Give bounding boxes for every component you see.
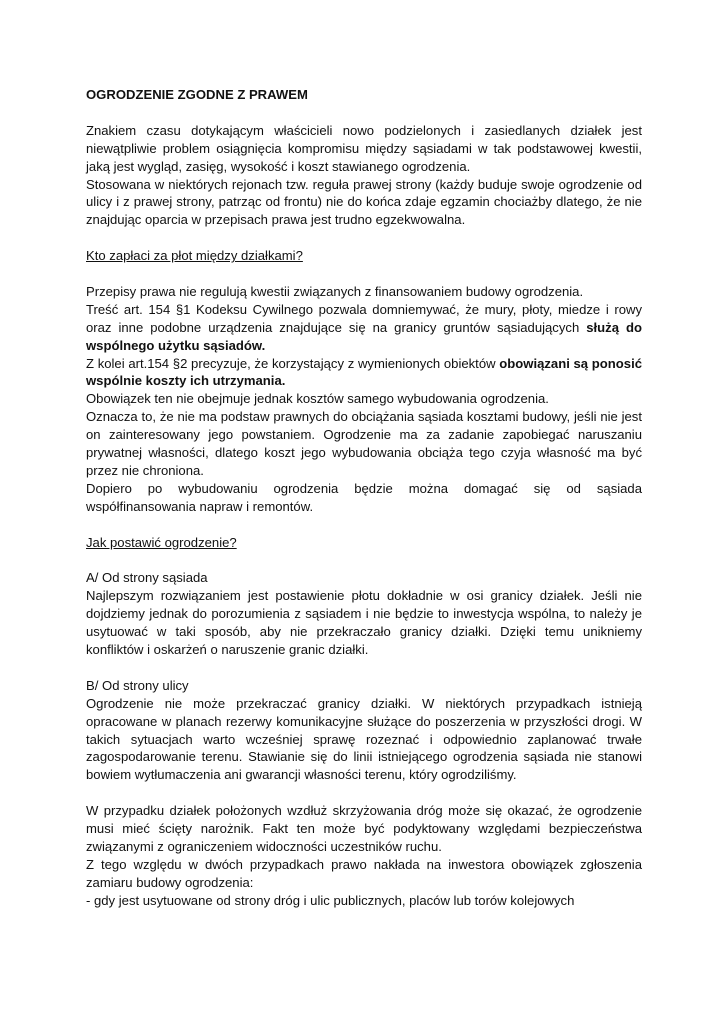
paragraph-art-154-2 [86,355,642,391]
section-heading-placement: Jak postawić ogrodzenie? [86,534,237,550]
paragraph-neighbor-side: Najlepszym rozwiązaniem jest postawienie płotu dokładnie w osi granicy działek. Jeśli nie dojdziemy jednak do porozumienia z sąsiadem i nie będzie to inwestycja wspólna, to należy je usytuować w taki sposób, aby nie przekraczało granicy działki. Dzięki temu unikniemy konfliktów i oskarżeń o naruszenie granic działki. [86,588,642,658]
spacer [86,659,642,677]
intro-paragraph-2: Stosowana w niektórych rejonach tzw. reguła prawej strony (każdy buduje swoje ogrodzenie od ulicy i z prawej strony, patrząc od frontu) nie do końca zdaje egzamin chociażby dlatego, że nie znajdując oparcia w przepisach prawa jest trudno egzekwowalna. [86,176,642,228]
spacer [86,229,642,247]
paragraph-regulations: Przepisy prawa nie regulują kwestii związanych z finansowaniem budowy ogrodzenia. [86,283,584,299]
paragraph-no-legal-basis: Oznacza to, że nie ma podstaw prawnych do obciążania sąsiada kosztami budowy, jeśli nie jest on zainteresowany jego powstaniem. Ogrodzenie ma za zadanie zapobiegać naruszaniu prywatnej własności, dlatego koszt jego wybudowania obciąża tego czyja własność ma być przez nie chroniona. [86,409,642,478]
list-item-public-roads: - gdy jest usytuowane od strony dróg i ulic publicznych, placów lub torów kolejowych [86,892,575,908]
paragraph-repairs: Dopiero po wybudowaniu ogrodzenia będzie można domagać się od sąsiada współfinansowania napraw i remontów. [86,480,642,514]
paragraph-art-154-1 [86,301,642,355]
art-154-1-emphasis: służą do wspólnego użytku sąsiadów. [86,319,642,353]
document-title: OGRODZENIE ZGODNE Z PRAWEM [86,87,308,102]
spacer [86,516,642,534]
spacer [86,552,642,570]
section-heading-cost: Kto zapłaci za płot między działkami? [86,248,303,264]
subsection-label-street: B/ Od strony ulicy [86,677,189,693]
paragraph-obligation: Obowiązek ten nie obejmuje jednak kosztów samego wybudowania ogrodzenia. [86,391,549,407]
art-154-2-emphasis: obowiązani są ponosić wspólnie koszty ich utrzymania. [86,355,642,389]
spacer [86,784,642,802]
subsection-label-neighbor: A/ Od strony sąsiada [86,570,208,586]
art-154-1-text: Treść art. 154 §1 Kodeksu Cywilnego pozwala domniemywać, że mury, płoty, miedze i rowy oraz inne podobne urządzenia znajdujące się na granicy gruntów sąsiadujących [86,301,642,335]
intro-paragraph-1: Znakiem czasu dotykającym właścicieli nowo podzielonych i zasiedlanych działek jest niewątpliwie problem osiągnięcia kompromisu między sąsiadami w tak podstawowej kwestii, jaką jest wygląd, zasięg, wysokość i koszt stawianego ogrodzenia. [86,122,642,174]
paragraph-street-side: Ogrodzenie nie może przekraczać granicy działki. W niektórych przypadkach istnieją opracowane w planach rezerwy komunikacyjne służące do poszerzenia w przyszłości drogi. W takich sytuacjach warto wcześniej sprawę rozeznać i odpowiednio zaplanować trwałe zagospodarowanie terenu. Stawianie się do linii istniejącego ogrodzenia sąsiada nie stanowi bowiem wytłumaczenia ani gwarancji własności terenu, który ogrodziliśmy. [86,695,642,783]
paragraph-notification: Z tego względu w dwóch przypadkach prawo nakłada na inwestora obowiązek zgłoszenia zamiaru budowy ogrodzenia: [86,856,642,890]
spacer [86,265,642,283]
art-154-2-text: Z kolei art.154 §2 precyzuje, że korzystający z wymienionych obiektów [86,355,500,371]
paragraph-corner: W przypadku działek położonych wzdłuż skrzyżowania dróg może się okazać, że ogrodzenie musi mieć ścięty narożnik. Fakt ten może być podyktowany względami bezpieczeństwa związanymi z ograniczeniem widoczności uczestników ruchu. [86,803,642,854]
